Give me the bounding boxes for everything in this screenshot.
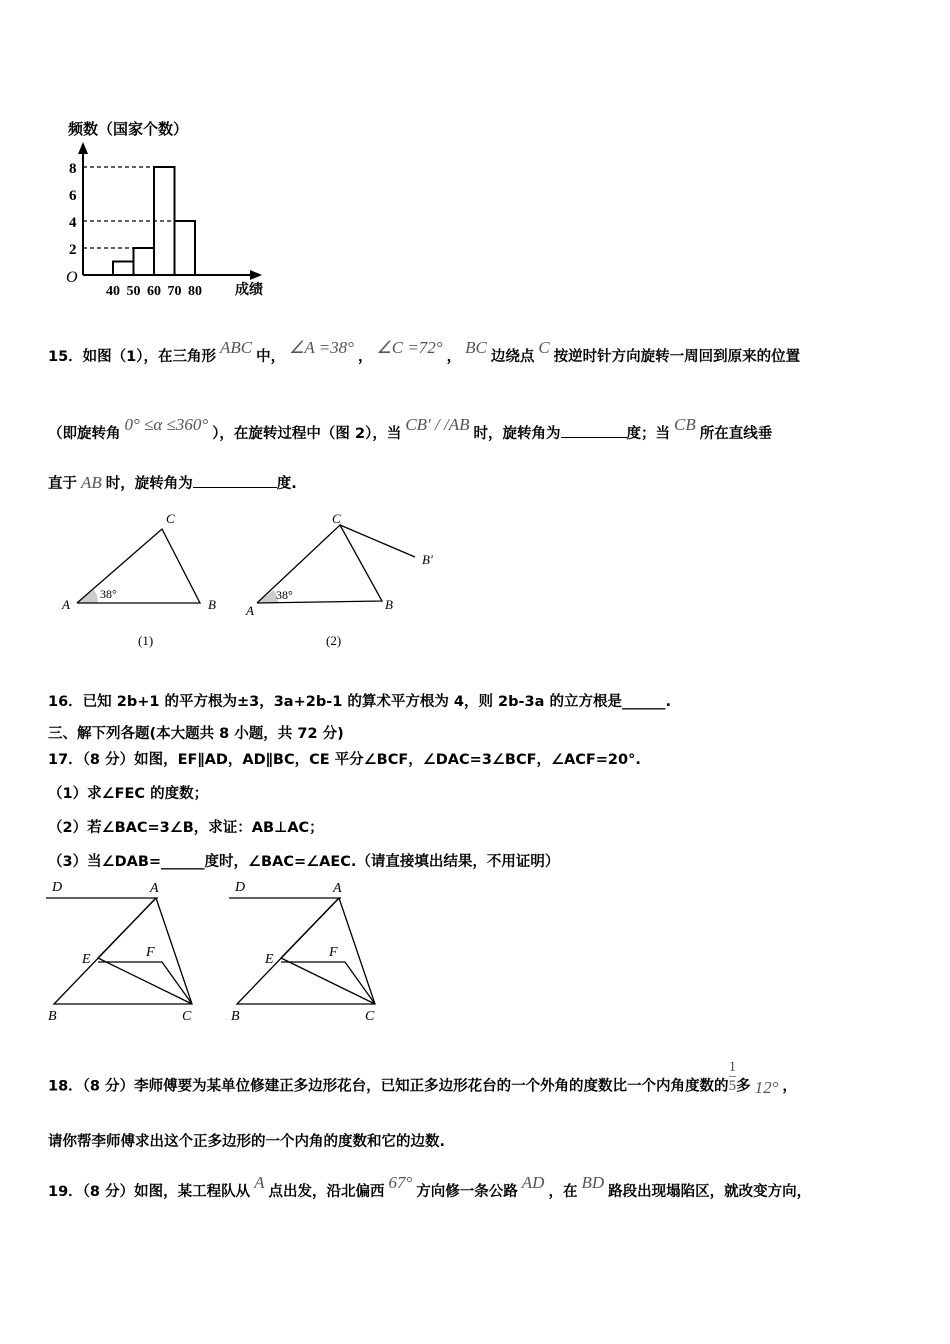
y-tick-label: 2 <box>69 242 77 258</box>
text: 18．（8 分）李师傅要为某单位修建正多边形花台，已知正多边形花台的一个外角的度数比一个内角度数的 <box>48 1078 729 1095</box>
denominator: 5 <box>728 1078 737 1094</box>
label-b: B <box>385 597 393 612</box>
math-12: 12° <box>754 1077 779 1097</box>
histogram-chart <box>40 110 300 310</box>
math-cb: CB <box>674 415 696 434</box>
text: 按逆时针方向旋转一周回到原来的位置 <box>553 349 801 365</box>
q18-line1 <box>48 1059 797 1105</box>
text: 所在直线垂 <box>699 426 773 442</box>
text: 直于 <box>48 476 77 492</box>
math-bd: BD <box>581 1173 605 1192</box>
section-3-heading: 三、解下列各题(本大题共 8 小题，共 72 分) <box>48 726 344 742</box>
x-tick-label: 60 <box>147 284 161 299</box>
numerator: 1 <box>728 1059 737 1075</box>
text: 多 <box>736 1078 751 1095</box>
text: ， <box>357 349 373 365</box>
math-range: 0° ≤α ≤360° <box>124 415 209 434</box>
q17-part1: （1）求∠FEC 的度数； <box>48 786 209 802</box>
text: 时，旋转角为 <box>105 476 193 492</box>
caption-1: (1) <box>138 633 154 648</box>
label-b: B <box>231 1009 240 1024</box>
math-bc: BC <box>465 338 487 357</box>
histogram-bar <box>113 262 134 276</box>
angle-label: 38° <box>276 588 293 602</box>
histogram-bar <box>154 167 175 275</box>
triangle-figure-2 <box>245 511 433 648</box>
math-67: 67° <box>388 1173 413 1192</box>
math-angle-a: ∠A =38° <box>289 338 354 357</box>
q17-stem: 17．（8 分）如图，EF∥AD，AD∥BC，CE 平分∠BCF，∠DAC=3∠BCF，∠ACF=20°. <box>48 752 641 768</box>
answer-blank-2[interactable] <box>193 473 277 488</box>
text: ， <box>446 349 462 365</box>
angle-label: 38° <box>100 587 117 601</box>
label-a: A <box>62 597 70 612</box>
label-e: E <box>82 952 91 967</box>
math-ad: AD <box>521 1173 545 1192</box>
label-d: D <box>235 880 246 895</box>
label-b: B <box>48 1009 57 1024</box>
q15-line1 <box>48 338 801 366</box>
chart-ylabel: 频数（国家个数） <box>68 120 189 138</box>
figure-15-triangles <box>50 505 470 655</box>
label-e: E <box>265 952 274 967</box>
answer-blank-1[interactable] <box>561 423 627 438</box>
fraction-one-fifth <box>729 1058 737 1095</box>
histogram-bar <box>175 221 196 275</box>
origin-label: O <box>66 269 78 286</box>
text: 时，旋转角为 <box>473 426 561 442</box>
label-a: A <box>333 881 342 896</box>
label-c: C <box>332 511 341 526</box>
x-tick-label: 80 <box>188 284 202 299</box>
q16-text: 16．已知 2b+1 的平方根为±3，3a+2b-1 的算术平方根为 4，则 2b-3a 的立方根是______. <box>48 694 671 710</box>
label-c: C <box>365 1009 375 1024</box>
label-f: F <box>146 945 155 960</box>
y-tick-label: 6 <box>69 188 77 204</box>
label-b: B <box>208 597 216 612</box>
caption-2: (2) <box>326 633 342 648</box>
math-parallel: CB′ / /AB <box>405 415 470 434</box>
text: 边绕点 <box>490 349 535 365</box>
histogram-bar <box>134 248 155 275</box>
label-b-prime: B′ <box>422 552 433 567</box>
figure-17-left <box>46 880 192 1024</box>
text: 度. <box>276 476 297 492</box>
label-c: C <box>182 1009 192 1024</box>
text: 度；当 <box>626 426 670 442</box>
label-c: C <box>166 511 175 526</box>
q18-line2: 请你帮李师傅求出这个正多边形的一个内角的度数和它的边数. <box>48 1134 446 1150</box>
math-c: C <box>538 338 550 357</box>
y-axis-arrow-icon <box>78 142 88 154</box>
q15-number-text: 15．如图（1），在三角形 <box>48 349 217 365</box>
chart-xlabel: 成绩 <box>235 282 263 298</box>
text: ，在 <box>548 1184 578 1200</box>
q19-line1 <box>48 1173 812 1201</box>
x-tick-label: 70 <box>167 284 182 299</box>
triangle-figure-1 <box>50 505 216 648</box>
math-ab: AB <box>81 473 102 492</box>
text: 中， <box>256 349 286 365</box>
figure-17 <box>40 876 420 1031</box>
label-d: D <box>52 880 63 895</box>
label-f: F <box>329 945 338 960</box>
label-a: A <box>150 881 159 896</box>
x-axis-arrow-icon <box>250 270 262 280</box>
math-angle-c: ∠C =72° <box>376 338 443 357</box>
text: 19．（8 分）如图，某工程队从 <box>48 1184 251 1200</box>
x-tick-label: 40 <box>106 284 120 299</box>
text: 路段出现塌陷区，就改变方向， <box>608 1184 812 1200</box>
text: 方向修一条公路 <box>416 1184 518 1200</box>
q17-part3: （3）当∠DAB=______度时，∠BAC=∠AEC.（请直接填出结果，不用证明） <box>48 854 560 870</box>
q17-part2: （2）若∠BAC=3∠B，求证：AB⊥AC； <box>48 820 324 836</box>
text: 点出发，沿北偏西 <box>268 1184 385 1200</box>
q15-line2 <box>48 415 773 443</box>
label-a: A <box>246 603 254 618</box>
y-tick-label: 4 <box>69 215 77 231</box>
text: ），在旋转过程中（图 2），当 <box>212 426 402 442</box>
figure-17-right <box>229 880 375 1024</box>
text: （即旋转角 <box>48 426 121 442</box>
y-tick-label: 8 <box>69 161 77 177</box>
q15-line3 <box>48 472 297 493</box>
text: ， <box>782 1078 797 1095</box>
math-abc: ABC <box>220 338 253 357</box>
x-tick-label: 50 <box>126 284 141 299</box>
math-a: A <box>254 1173 265 1192</box>
